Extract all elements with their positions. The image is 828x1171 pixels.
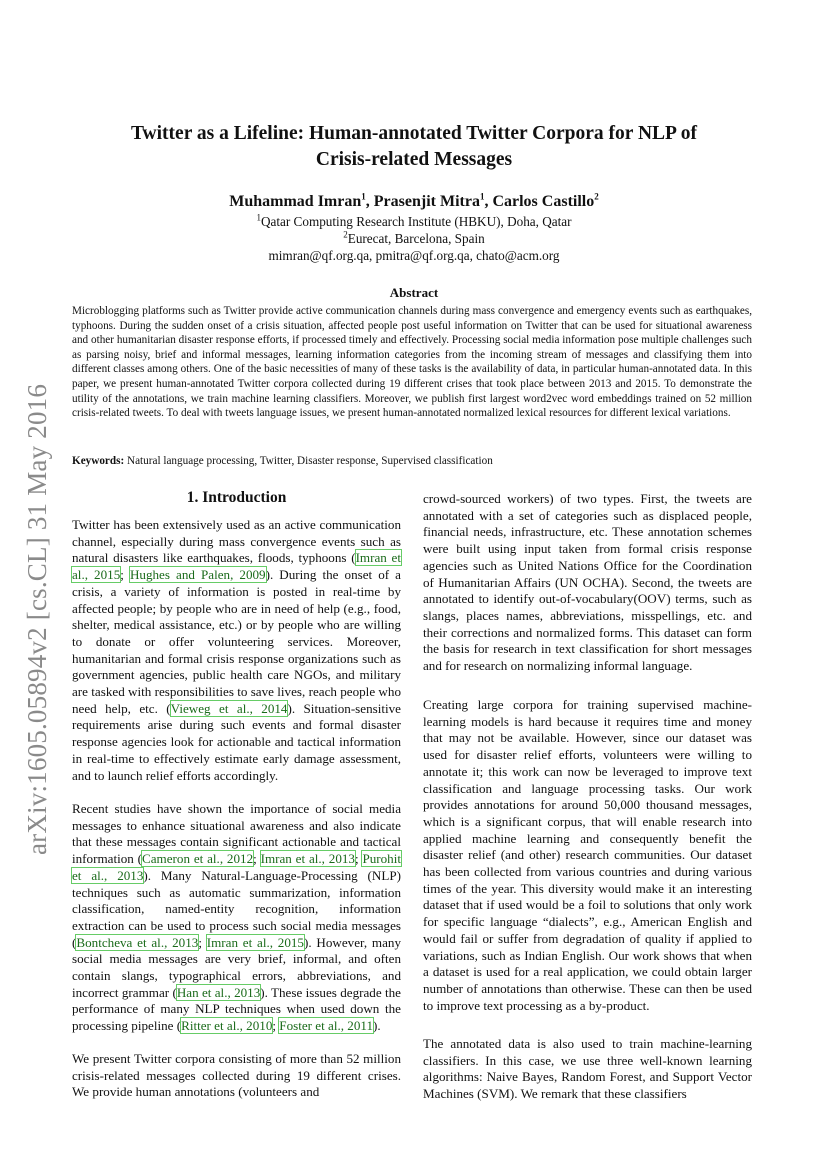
citation-link[interactable]: Cameron et al., 2012 [142,851,254,867]
author-affiliation-mark: 1 [361,191,366,202]
paragraph-text: ; [198,934,207,950]
intro-paragraph-3: We present Twitter corpora consisting of more than 52 million crisis-related messages collected during 19 different crises. We provide human annotations (volunteers and [72,1051,401,1100]
citation-link[interactable]: Imran et al., 2015 [72,550,401,583]
paragraph-text: ; [354,851,363,867]
paragraph-text: Twitter has been extensively used as an active communication channel, especially during mass convergence events such as natural disasters like earthquakes, floods, typhoons ( [72,517,401,566]
author-separator: , [484,193,493,210]
paragraph-text: ). Many Natural-Language-Processing (NLP) techniques such as automatic summarization, information classification, named-entity recognition, information extraction can be used to process such social media messages ( [72,867,401,950]
paragraph-text: ; [272,1018,280,1034]
intro-paragraph-5: Creating large corpora for training supervised machine-learning models is hard because it requires time and money that may not be available. However, since our dataset was used for disaster relief efforts, volunteers were willing to annotate it; this work can now be leveraged to improve text classification and language processing tasks. Our work provides annotations for around 50,000 thousand messages, which is a significant corpus, that will enable research into applied machine learning and consequently benefit the disaster relief (and other) research communities. Our dataset has been collected from various countries and during various times of the year. This diversity would make it an interesting dataset that if used would be a foil to solutions that only work for specific language “dialects”, e.g., American English and would fail or suffer from degradation of quality if applied to variations, such as Indian English. Our work shows that when a dataset is used for a real application, we could obtain larger number of annotations than otherwise. These can then be used to improve text processing as a by-product. [423,697,752,1013]
abstract-heading: Abstract [389,285,439,300]
author-affiliation-mark: 2 [594,191,599,202]
section-heading-introduction: 1. Introduction [186,489,287,506]
paragraph-text: ; [253,851,261,867]
paragraph-text: Recent studies have shown the importance of social media messages to enhance situational awareness and also indicate that these messages contain significant actionable and tactical information ( [72,801,401,867]
paragraph-text: ; [120,567,130,583]
citation-link[interactable]: Bontcheva et al., 2013 [76,934,199,950]
citation-link[interactable]: Han et al., 2013 [176,984,261,1000]
citation-link[interactable]: Purohit et al., 2013 [72,851,401,883]
paragraph-text: ). However, many social media messages are very brief, informal, and often contain slangs, typographical errors, abbreviations, and incorrect grammar ( [72,934,401,1000]
title-line-2: Crisis-related Messages [315,149,513,170]
keywords-list: Natural language processing, Twitter, Disaster response, Supervised classification [124,455,493,467]
affiliation-text: Qatar Computing Research Institute (HBKU), Doha, Qatar [260,214,572,229]
arxiv-identifier: arXiv:1605.05894v2 [cs.CL] 31 May 2016 [22,383,52,855]
affiliation-mark: 2 [343,229,348,240]
keywords-label: Keywords: [72,455,125,467]
paragraph-text: ). These issues degrade the performance of many NLP techniques when used down the processing pipeline ( [72,984,401,1034]
title-line-1: Twitter as a Lifeline: Human-annotated Twitter Corpora for NLP of [131,123,697,144]
citation-link[interactable]: Foster et al., 2011 [279,1018,373,1034]
citation-link[interactable]: Imran et al., 2013 [260,851,355,867]
author-affiliation-mark: 1 [479,191,485,202]
author-name: Prasenjit Mitra [373,193,480,210]
affiliation-1 [80,214,748,230]
affiliation-mark: 1 [256,212,261,223]
author-name: Carlos Castillo [492,193,595,210]
paragraph-text: ). During the onset of a crisis, a variety of information is posted in real-time by affected people; by people who are in need of help (e.g., food, shelter, medical assistance, etc.) or by people who are willing to donate or offer volunteering services. Moreover, humanitarian and formal crisis response organizations such as government agencies, public health care NGOs, and military are tasked with responsibilities to save lives, reach people who need help, etc. ( [72,567,401,716]
affiliation-2 [80,231,748,247]
intro-paragraph-4: crowd-sourced workers) of two types. First, the tweets are annotated with a set of categories such as displaced people, financial needs, infrastructure, etc. These annotation schemes were built using input taken from formal crisis response agencies such as United Nations Office for the Coordination of Humanitarian Affairs (UN OCHA). Second, the tweets are annotated to identify out-of-vocabulary(OOV) terms, such as slangs, places names, abbreviations, misspellings, etc. and their corrections and normalized forms. This dataset can form the basis for research in text classification for short messages and for research on normalizing informal language. [423,491,752,674]
citation-link[interactable]: Hughes and Palen, 2009 [129,567,266,583]
intro-paragraph-2 [72,801,401,1035]
keywords [72,455,752,467]
citation-link[interactable]: Ritter et al., 2010 [181,1018,273,1034]
paragraph-text: ). [373,1018,381,1034]
paragraph-text: ). Situation-sensitive requirements arise during such events and formal disaster response agencies look for actionable and tactical information in real-time to effectively estimate early damage assessment, and to launch relief efforts accordingly. [72,700,401,783]
author-emails: mimran@qf.org.qa, pmitra@qf.org.qa, chato@acm.org [268,248,560,263]
abstract-text: Microblogging platforms such as Twitter provide active communication channels during mass convergence and emergency events such as earthquakes, typhoons. During the sudden onset of a crisis situation, affected people post useful information on Twitter that can be used for situational awareness and other humanitarian disaster response efforts, if processed timely and effectively. Processing social media information pose multiple challenges such as parsing noisy, brief and informal messages, learning information categories from the incoming stream of messages and classifying them into different classes among others. One of the basic necessities of many of these tasks is the availability of data, in particular human-annotated data. In this paper, we present human-annotated Twitter corpora collected during 19 different crises that took place between 2013 and 2015. To demonstrate the utility of the annotations, we train machine learning classifiers. Moreover, we publish first largest word2vec word embeddings trained on 52 million crisis-related tweets. To deal with tweets language issues, we present human-annotated normalized lexical resources for different lexical variations. [72,305,752,420]
intro-paragraph-1 [72,517,401,784]
author-list [80,193,748,211]
arxiv-side-label [22,355,52,855]
paper-title [80,121,748,173]
citation-link[interactable]: Vieweg et al., 2014 [170,700,288,716]
author-name: Muhammad Imran [229,193,362,210]
intro-paragraph-6: The annotated data is also used to train machine-learning classifiers. In this case, we use three well-known learning algorithms: Naive Bayes, Random Forest, and Support Vector Machines (SVM). We remark that these classifiers [423,1036,752,1102]
author-separator: , [365,193,374,210]
citation-link[interactable]: Imran et al., 2015 [206,934,304,950]
affiliation-text: Eurecat, Barcelona, Spain [347,231,485,246]
